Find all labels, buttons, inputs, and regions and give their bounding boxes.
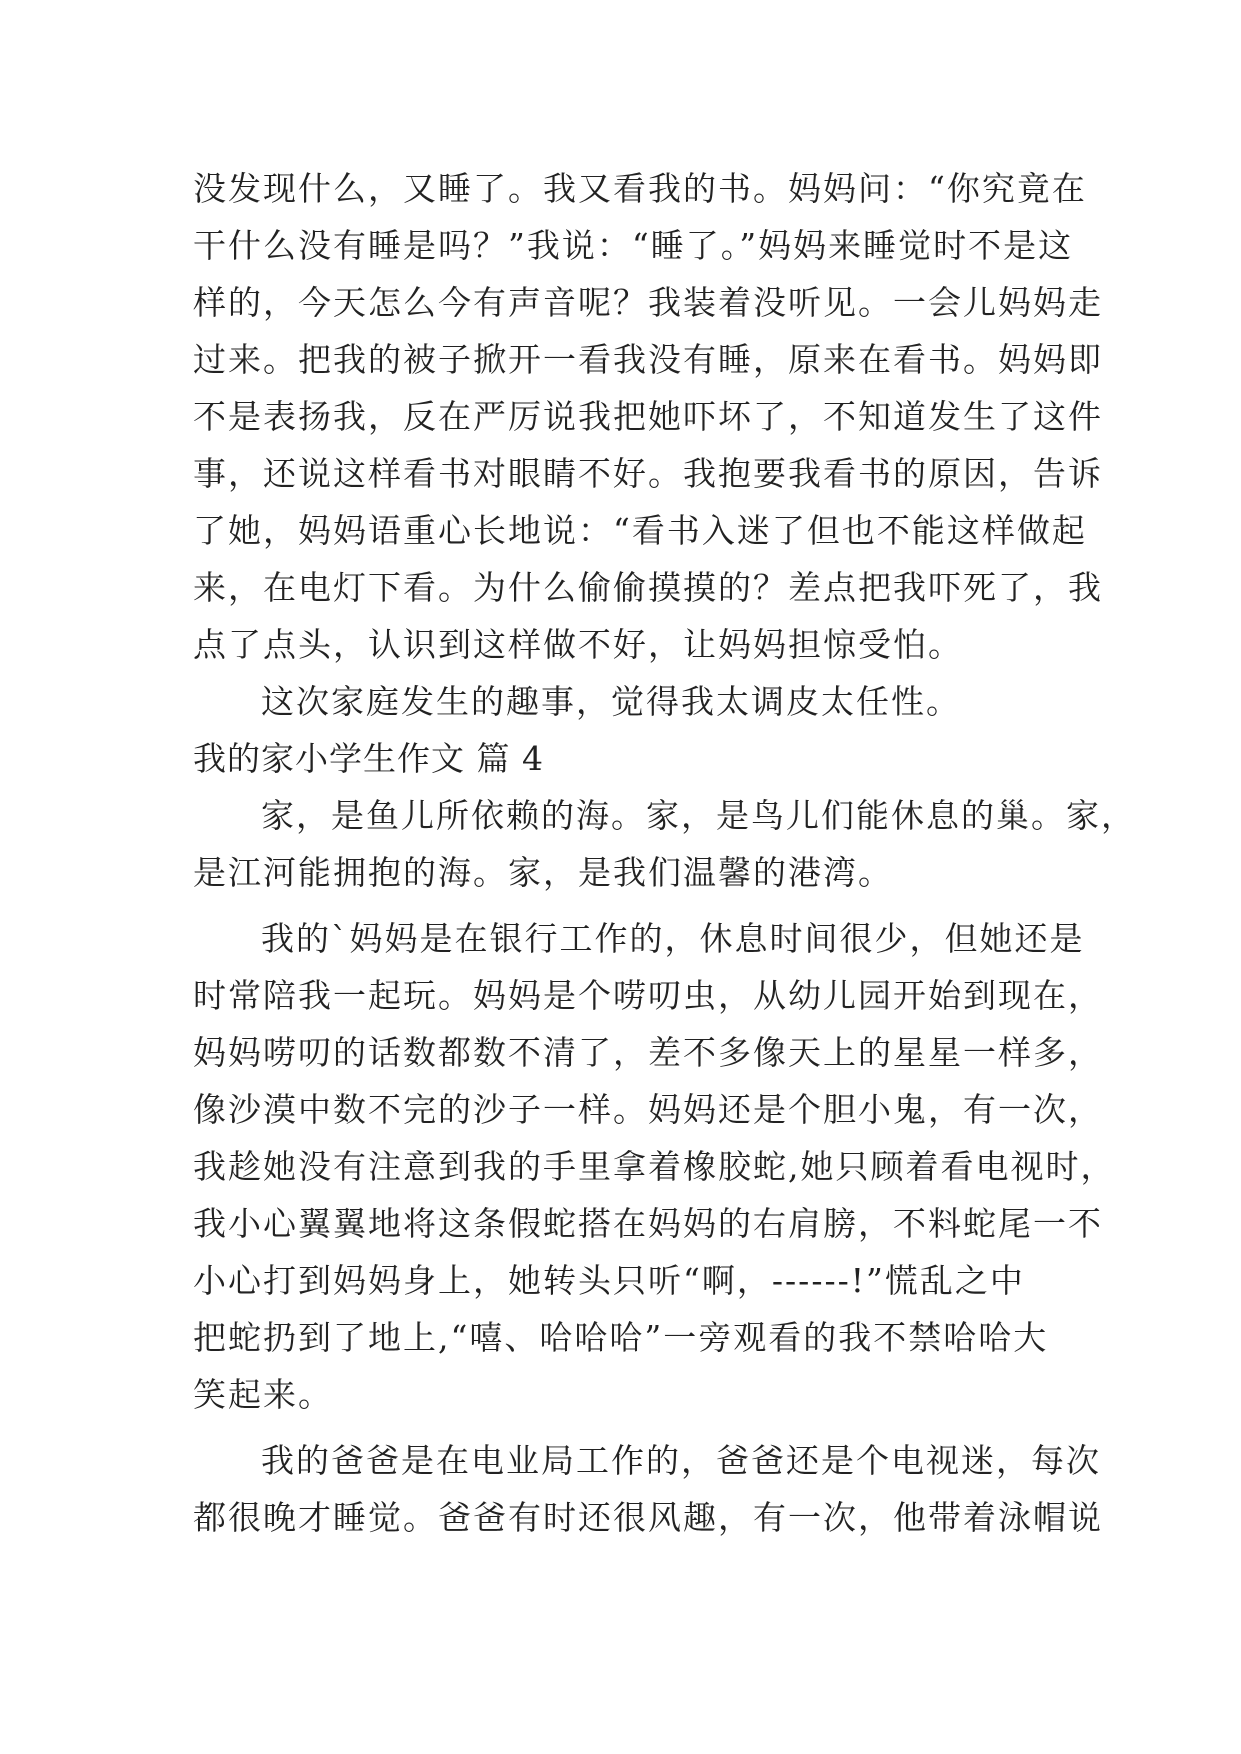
text-line: 干什么没有睡是吗？”我说：“睡了。”妈妈来睡觉时不是这 (193, 226, 1074, 265)
text-line: 我趁她没有注意到我的手里拿着橡胶蛇,她只顾着看电视时， (193, 1147, 1116, 1186)
paragraph (193, 1432, 1103, 1546)
text-line: 我小心翼翼地将这条假蛇搭在妈妈的右肩膀，不料蛇尾一不 (193, 1204, 1103, 1243)
text-line: 我的`妈妈是在银行工作的，休息时间很少，但她还是 (261, 919, 1085, 958)
text-line: 妈妈唠叨的话数都数不清了，差不多像天上的星星一样多， (193, 1033, 1103, 1072)
paragraph (193, 787, 1136, 901)
text-line: 这次家庭发生的趣事，觉得我太调皮太任性。 (261, 682, 961, 721)
paragraph (193, 673, 1053, 730)
essay-body (193, 160, 1136, 1546)
heading-text: 我的家小学生作文 篇 4 (193, 739, 544, 778)
text-line: 小心打到妈妈身上，她转头只听“啊，------!”慌乱之中 (193, 1261, 1025, 1300)
text-line: 家，是鱼儿所依赖的海。家，是鸟儿们能休息的巢。家， (261, 796, 1136, 835)
text-line: 了她，妈妈语重心长地说：“看书入迷了但也不能这样做起 (193, 511, 1087, 550)
text-line: 没发现什么，又睡了。我又看我的书。妈妈问：“你究竟在 (193, 169, 1087, 208)
text-line: 时常陪我一起玩。妈妈是个唠叨虫，从幼儿园开始到现在， (193, 976, 1103, 1015)
paragraph (193, 160, 1103, 673)
text-line: 笑起来。 (193, 1375, 333, 1414)
text-line: 把蛇扔到了地上,“嘻、哈哈哈”一旁观看的我不禁哈哈大 (193, 1318, 1049, 1357)
text-line: 来，在电灯下看。为什么偷偷摸摸的？差点把我吓死了，我 (193, 568, 1103, 607)
text-line: 样的，今天怎么今有声音呢？我装着没听见。一会儿妈妈走 (193, 283, 1103, 322)
paragraph (193, 910, 1116, 1423)
text-line: 不是表扬我，反在严厉说我把她吓坏了，不知道发生了这件 (193, 397, 1103, 436)
text-line: 我的爸爸是在电业局工作的，爸爸还是个电视迷，每次 (261, 1441, 1101, 1480)
text-line: 点了点头，认识到这样做不好，让妈妈担惊受怕。 (193, 625, 963, 664)
text-line: 像沙漠中数不完的沙子一样。妈妈还是个胆小鬼，有一次， (193, 1090, 1103, 1129)
text-line: 事，还说这样看书对眼睛不好。我抱要我看书的原因，告诉 (193, 454, 1103, 493)
text-line: 是江河能拥抱的海。家，是我们温馨的港湾。 (193, 853, 893, 892)
text-line: 过来。把我的被子掀开一看我没有睡，原来在看书。妈妈即 (193, 340, 1103, 379)
text-line: 都很晚才睡觉。爸爸有时还很风趣，有一次，他带着泳帽说 (193, 1498, 1103, 1537)
section-heading (193, 730, 1053, 787)
